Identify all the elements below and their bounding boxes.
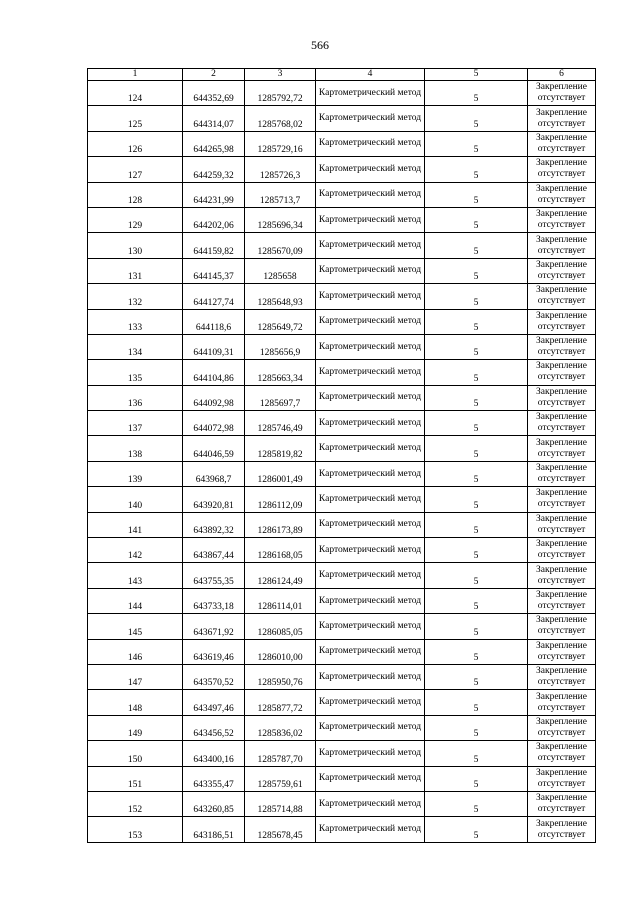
- point-number-cell: 132: [88, 284, 183, 309]
- point-number-cell: 138: [88, 436, 183, 461]
- table-row: [88, 385, 596, 410]
- fixation-cell: Закрепление отсутствует: [528, 487, 596, 512]
- fixation-cell: Закрепление отсутствует: [528, 385, 596, 410]
- point-number-cell: 125: [88, 106, 183, 131]
- x-coordinate-cell: 644265,98: [183, 131, 245, 156]
- accuracy-cell: 5: [425, 385, 528, 410]
- method-cell: Картометрический метод: [316, 538, 425, 563]
- accuracy-cell: 5: [425, 233, 528, 258]
- point-number-cell: 149: [88, 715, 183, 740]
- fixation-cell: Закрепление отсутствует: [528, 334, 596, 359]
- page-number: 566: [311, 38, 329, 52]
- x-coordinate-cell: 643456,52: [183, 715, 245, 740]
- method-cell: Картометрический метод: [316, 614, 425, 639]
- fixation-cell: Закрепление отсутствует: [528, 436, 596, 461]
- fixation-cell: Закрепление отсутствует: [528, 614, 596, 639]
- accuracy-cell: 5: [425, 563, 528, 588]
- accuracy-cell: 5: [425, 106, 528, 131]
- fixation-cell: Закрепление отсутствует: [528, 411, 596, 436]
- fixation-cell: Закрепление отсутствует: [528, 233, 596, 258]
- point-number-cell: 127: [88, 157, 183, 182]
- y-coordinate-cell: 1285759,61: [245, 766, 316, 791]
- x-coordinate-cell: 643570,52: [183, 664, 245, 689]
- x-coordinate-cell: 643920,81: [183, 487, 245, 512]
- table-row: [88, 538, 596, 563]
- y-coordinate-cell: 1285768,02: [245, 106, 316, 131]
- x-coordinate-cell: 643619,46: [183, 639, 245, 664]
- point-number-cell: 129: [88, 207, 183, 232]
- y-coordinate-cell: 1286173,89: [245, 512, 316, 537]
- fixation-cell: Закрепление отсутствует: [528, 131, 596, 156]
- table-row: [88, 690, 596, 715]
- y-coordinate-cell: 1285726,3: [245, 157, 316, 182]
- column-header: 6: [528, 69, 596, 81]
- point-number-cell: 140: [88, 487, 183, 512]
- accuracy-cell: 5: [425, 741, 528, 766]
- y-coordinate-cell: 1285819,82: [245, 436, 316, 461]
- x-coordinate-cell: 644145,37: [183, 258, 245, 283]
- accuracy-cell: 5: [425, 436, 528, 461]
- y-coordinate-cell: 1286010,00: [245, 639, 316, 664]
- accuracy-cell: 5: [425, 690, 528, 715]
- point-number-cell: 133: [88, 309, 183, 334]
- x-coordinate-cell: 644109,31: [183, 334, 245, 359]
- fixation-cell: Закрепление отсутствует: [528, 512, 596, 537]
- y-coordinate-cell: 1285658: [245, 258, 316, 283]
- table-header-row: [88, 69, 596, 81]
- accuracy-cell: 5: [425, 512, 528, 537]
- method-cell: Картометрический метод: [316, 284, 425, 309]
- fixation-cell: Закрепление отсутствует: [528, 207, 596, 232]
- accuracy-cell: 5: [425, 258, 528, 283]
- fixation-cell: Закрепление отсутствует: [528, 741, 596, 766]
- accuracy-cell: 5: [425, 538, 528, 563]
- point-number-cell: 153: [88, 817, 183, 842]
- accuracy-cell: 5: [425, 360, 528, 385]
- fixation-cell: Закрепление отсутствует: [528, 563, 596, 588]
- point-number-cell: 141: [88, 512, 183, 537]
- accuracy-cell: 5: [425, 461, 528, 486]
- table-row: [88, 715, 596, 740]
- x-coordinate-cell: 644092,98: [183, 385, 245, 410]
- x-coordinate-cell: 643755,35: [183, 563, 245, 588]
- x-coordinate-cell: 644352,69: [183, 81, 245, 106]
- y-coordinate-cell: 1285678,45: [245, 817, 316, 842]
- y-coordinate-cell: 1286114,01: [245, 588, 316, 613]
- table-row: [88, 741, 596, 766]
- method-cell: Картометрический метод: [316, 436, 425, 461]
- y-coordinate-cell: 1285696,34: [245, 207, 316, 232]
- accuracy-cell: 5: [425, 334, 528, 359]
- table-row: [88, 791, 596, 816]
- table-row: [88, 664, 596, 689]
- fixation-cell: Закрепление отсутствует: [528, 639, 596, 664]
- fixation-cell: Закрепление отсутствует: [528, 588, 596, 613]
- accuracy-cell: 5: [425, 81, 528, 106]
- x-coordinate-cell: 643260,85: [183, 791, 245, 816]
- x-coordinate-cell: 644046,59: [183, 436, 245, 461]
- table-row: [88, 334, 596, 359]
- fixation-cell: Закрепление отсутствует: [528, 817, 596, 842]
- method-cell: Картометрический метод: [316, 715, 425, 740]
- y-coordinate-cell: 1285877,72: [245, 690, 316, 715]
- accuracy-cell: 5: [425, 487, 528, 512]
- accuracy-cell: 5: [425, 182, 528, 207]
- fixation-cell: Закрепление отсутствует: [528, 360, 596, 385]
- method-cell: Картометрический метод: [316, 334, 425, 359]
- point-number-cell: 150: [88, 741, 183, 766]
- accuracy-cell: 5: [425, 791, 528, 816]
- method-cell: Картометрический метод: [316, 588, 425, 613]
- x-coordinate-cell: 644118,6: [183, 309, 245, 334]
- accuracy-cell: 5: [425, 817, 528, 842]
- x-coordinate-cell: 644159,82: [183, 233, 245, 258]
- point-number-cell: 144: [88, 588, 183, 613]
- y-coordinate-cell: 1285713,7: [245, 182, 316, 207]
- accuracy-cell: 5: [425, 639, 528, 664]
- fixation-cell: Закрепление отсутствует: [528, 81, 596, 106]
- y-coordinate-cell: 1286124,49: [245, 563, 316, 588]
- point-number-cell: 124: [88, 81, 183, 106]
- x-coordinate-cell: 644231,99: [183, 182, 245, 207]
- y-coordinate-cell: 1285836,02: [245, 715, 316, 740]
- table-row: [88, 817, 596, 842]
- table-row: [88, 487, 596, 512]
- x-coordinate-cell: 644104,86: [183, 360, 245, 385]
- y-coordinate-cell: 1285792,72: [245, 81, 316, 106]
- fixation-cell: Закрепление отсутствует: [528, 766, 596, 791]
- x-coordinate-cell: 643892,32: [183, 512, 245, 537]
- method-cell: Картометрический метод: [316, 461, 425, 486]
- method-cell: Картометрический метод: [316, 309, 425, 334]
- method-cell: Картометрический метод: [316, 81, 425, 106]
- fixation-cell: Закрепление отсутствует: [528, 309, 596, 334]
- x-coordinate-cell: 644314,07: [183, 106, 245, 131]
- table-row: [88, 207, 596, 232]
- method-cell: Картометрический метод: [316, 690, 425, 715]
- fixation-cell: Закрепление отсутствует: [528, 157, 596, 182]
- method-cell: Картометрический метод: [316, 791, 425, 816]
- x-coordinate-cell: 643355,47: [183, 766, 245, 791]
- table-row: [88, 563, 596, 588]
- table-row: [88, 436, 596, 461]
- y-coordinate-cell: 1285950,76: [245, 664, 316, 689]
- x-coordinate-cell: 643400,16: [183, 741, 245, 766]
- table-row: [88, 639, 596, 664]
- point-number-cell: 128: [88, 182, 183, 207]
- point-number-cell: 146: [88, 639, 183, 664]
- table-row: [88, 258, 596, 283]
- y-coordinate-cell: 1285656,9: [245, 334, 316, 359]
- y-coordinate-cell: 1285746,49: [245, 411, 316, 436]
- y-coordinate-cell: 1286168,05: [245, 538, 316, 563]
- y-coordinate-cell: 1285787,70: [245, 741, 316, 766]
- x-coordinate-cell: 644202,06: [183, 207, 245, 232]
- method-cell: Картометрический метод: [316, 157, 425, 182]
- table-row: [88, 233, 596, 258]
- point-number-cell: 142: [88, 538, 183, 563]
- fixation-cell: Закрепление отсутствует: [528, 791, 596, 816]
- method-cell: Картометрический метод: [316, 487, 425, 512]
- x-coordinate-cell: 643968,7: [183, 461, 245, 486]
- method-cell: Картометрический метод: [316, 233, 425, 258]
- table-row: [88, 157, 596, 182]
- fixation-cell: Закрепление отсутствует: [528, 715, 596, 740]
- x-coordinate-cell: 643497,46: [183, 690, 245, 715]
- x-coordinate-cell: 644127,74: [183, 284, 245, 309]
- accuracy-cell: 5: [425, 411, 528, 436]
- column-header: 1: [88, 69, 183, 81]
- table-row: [88, 81, 596, 106]
- table-row: [88, 131, 596, 156]
- x-coordinate-cell: 643733,18: [183, 588, 245, 613]
- y-coordinate-cell: 1285729,16: [245, 131, 316, 156]
- point-number-cell: 130: [88, 233, 183, 258]
- point-number-cell: 139: [88, 461, 183, 486]
- y-coordinate-cell: 1285648,93: [245, 284, 316, 309]
- column-header: 2: [183, 69, 245, 81]
- point-number-cell: 152: [88, 791, 183, 816]
- accuracy-cell: 5: [425, 131, 528, 156]
- y-coordinate-cell: 1286001,49: [245, 461, 316, 486]
- table-row: [88, 461, 596, 486]
- method-cell: Картометрический метод: [316, 563, 425, 588]
- accuracy-cell: 5: [425, 284, 528, 309]
- fixation-cell: Закрепление отсутствует: [528, 664, 596, 689]
- accuracy-cell: 5: [425, 614, 528, 639]
- table-row: [88, 309, 596, 334]
- accuracy-cell: 5: [425, 664, 528, 689]
- point-number-cell: 148: [88, 690, 183, 715]
- point-number-cell: 136: [88, 385, 183, 410]
- point-number-cell: 131: [88, 258, 183, 283]
- method-cell: Картометрический метод: [316, 360, 425, 385]
- column-header: 5: [425, 69, 528, 81]
- x-coordinate-cell: 643867,44: [183, 538, 245, 563]
- method-cell: Картометрический метод: [316, 664, 425, 689]
- table-row: [88, 766, 596, 791]
- table-row: [88, 588, 596, 613]
- method-cell: Картометрический метод: [316, 766, 425, 791]
- y-coordinate-cell: 1286112,09: [245, 487, 316, 512]
- y-coordinate-cell: 1285697,7: [245, 385, 316, 410]
- method-cell: Картометрический метод: [316, 512, 425, 537]
- x-coordinate-cell: 643671,92: [183, 614, 245, 639]
- method-cell: Картометрический метод: [316, 411, 425, 436]
- accuracy-cell: 5: [425, 309, 528, 334]
- accuracy-cell: 5: [425, 157, 528, 182]
- accuracy-cell: 5: [425, 766, 528, 791]
- table-row: [88, 182, 596, 207]
- column-header: 3: [245, 69, 316, 81]
- table-row: [88, 106, 596, 131]
- table-row: [88, 411, 596, 436]
- accuracy-cell: 5: [425, 207, 528, 232]
- point-number-cell: 137: [88, 411, 183, 436]
- table-body: [88, 81, 596, 843]
- point-number-cell: 135: [88, 360, 183, 385]
- table-row: [88, 360, 596, 385]
- column-header: 4: [316, 69, 425, 81]
- method-cell: Картометрический метод: [316, 741, 425, 766]
- point-number-cell: 143: [88, 563, 183, 588]
- x-coordinate-cell: 643186,51: [183, 817, 245, 842]
- y-coordinate-cell: 1286085,05: [245, 614, 316, 639]
- point-number-cell: 126: [88, 131, 183, 156]
- method-cell: Картометрический метод: [316, 106, 425, 131]
- method-cell: Картометрический метод: [316, 817, 425, 842]
- method-cell: Картометрический метод: [316, 639, 425, 664]
- fixation-cell: Закрепление отсутствует: [528, 258, 596, 283]
- x-coordinate-cell: 644259,32: [183, 157, 245, 182]
- table-row: [88, 284, 596, 309]
- y-coordinate-cell: 1285670,09: [245, 233, 316, 258]
- table-row: [88, 614, 596, 639]
- method-cell: Картометрический метод: [316, 385, 425, 410]
- fixation-cell: Закрепление отсутствует: [528, 284, 596, 309]
- y-coordinate-cell: 1285649,72: [245, 309, 316, 334]
- method-cell: Картометрический метод: [316, 258, 425, 283]
- fixation-cell: Закрепление отсутствует: [528, 106, 596, 131]
- fixation-cell: Закрепление отсутствует: [528, 538, 596, 563]
- fixation-cell: Закрепление отсутствует: [528, 182, 596, 207]
- coordinates-table: [87, 68, 596, 843]
- fixation-cell: Закрепление отсутствует: [528, 690, 596, 715]
- y-coordinate-cell: 1285714,88: [245, 791, 316, 816]
- accuracy-cell: 5: [425, 715, 528, 740]
- accuracy-cell: 5: [425, 588, 528, 613]
- method-cell: Картометрический метод: [316, 182, 425, 207]
- y-coordinate-cell: 1285663,34: [245, 360, 316, 385]
- table-row: [88, 512, 596, 537]
- fixation-cell: Закрепление отсутствует: [528, 461, 596, 486]
- method-cell: Картометрический метод: [316, 131, 425, 156]
- point-number-cell: 147: [88, 664, 183, 689]
- point-number-cell: 134: [88, 334, 183, 359]
- point-number-cell: 145: [88, 614, 183, 639]
- x-coordinate-cell: 644072,98: [183, 411, 245, 436]
- point-number-cell: 151: [88, 766, 183, 791]
- method-cell: Картометрический метод: [316, 207, 425, 232]
